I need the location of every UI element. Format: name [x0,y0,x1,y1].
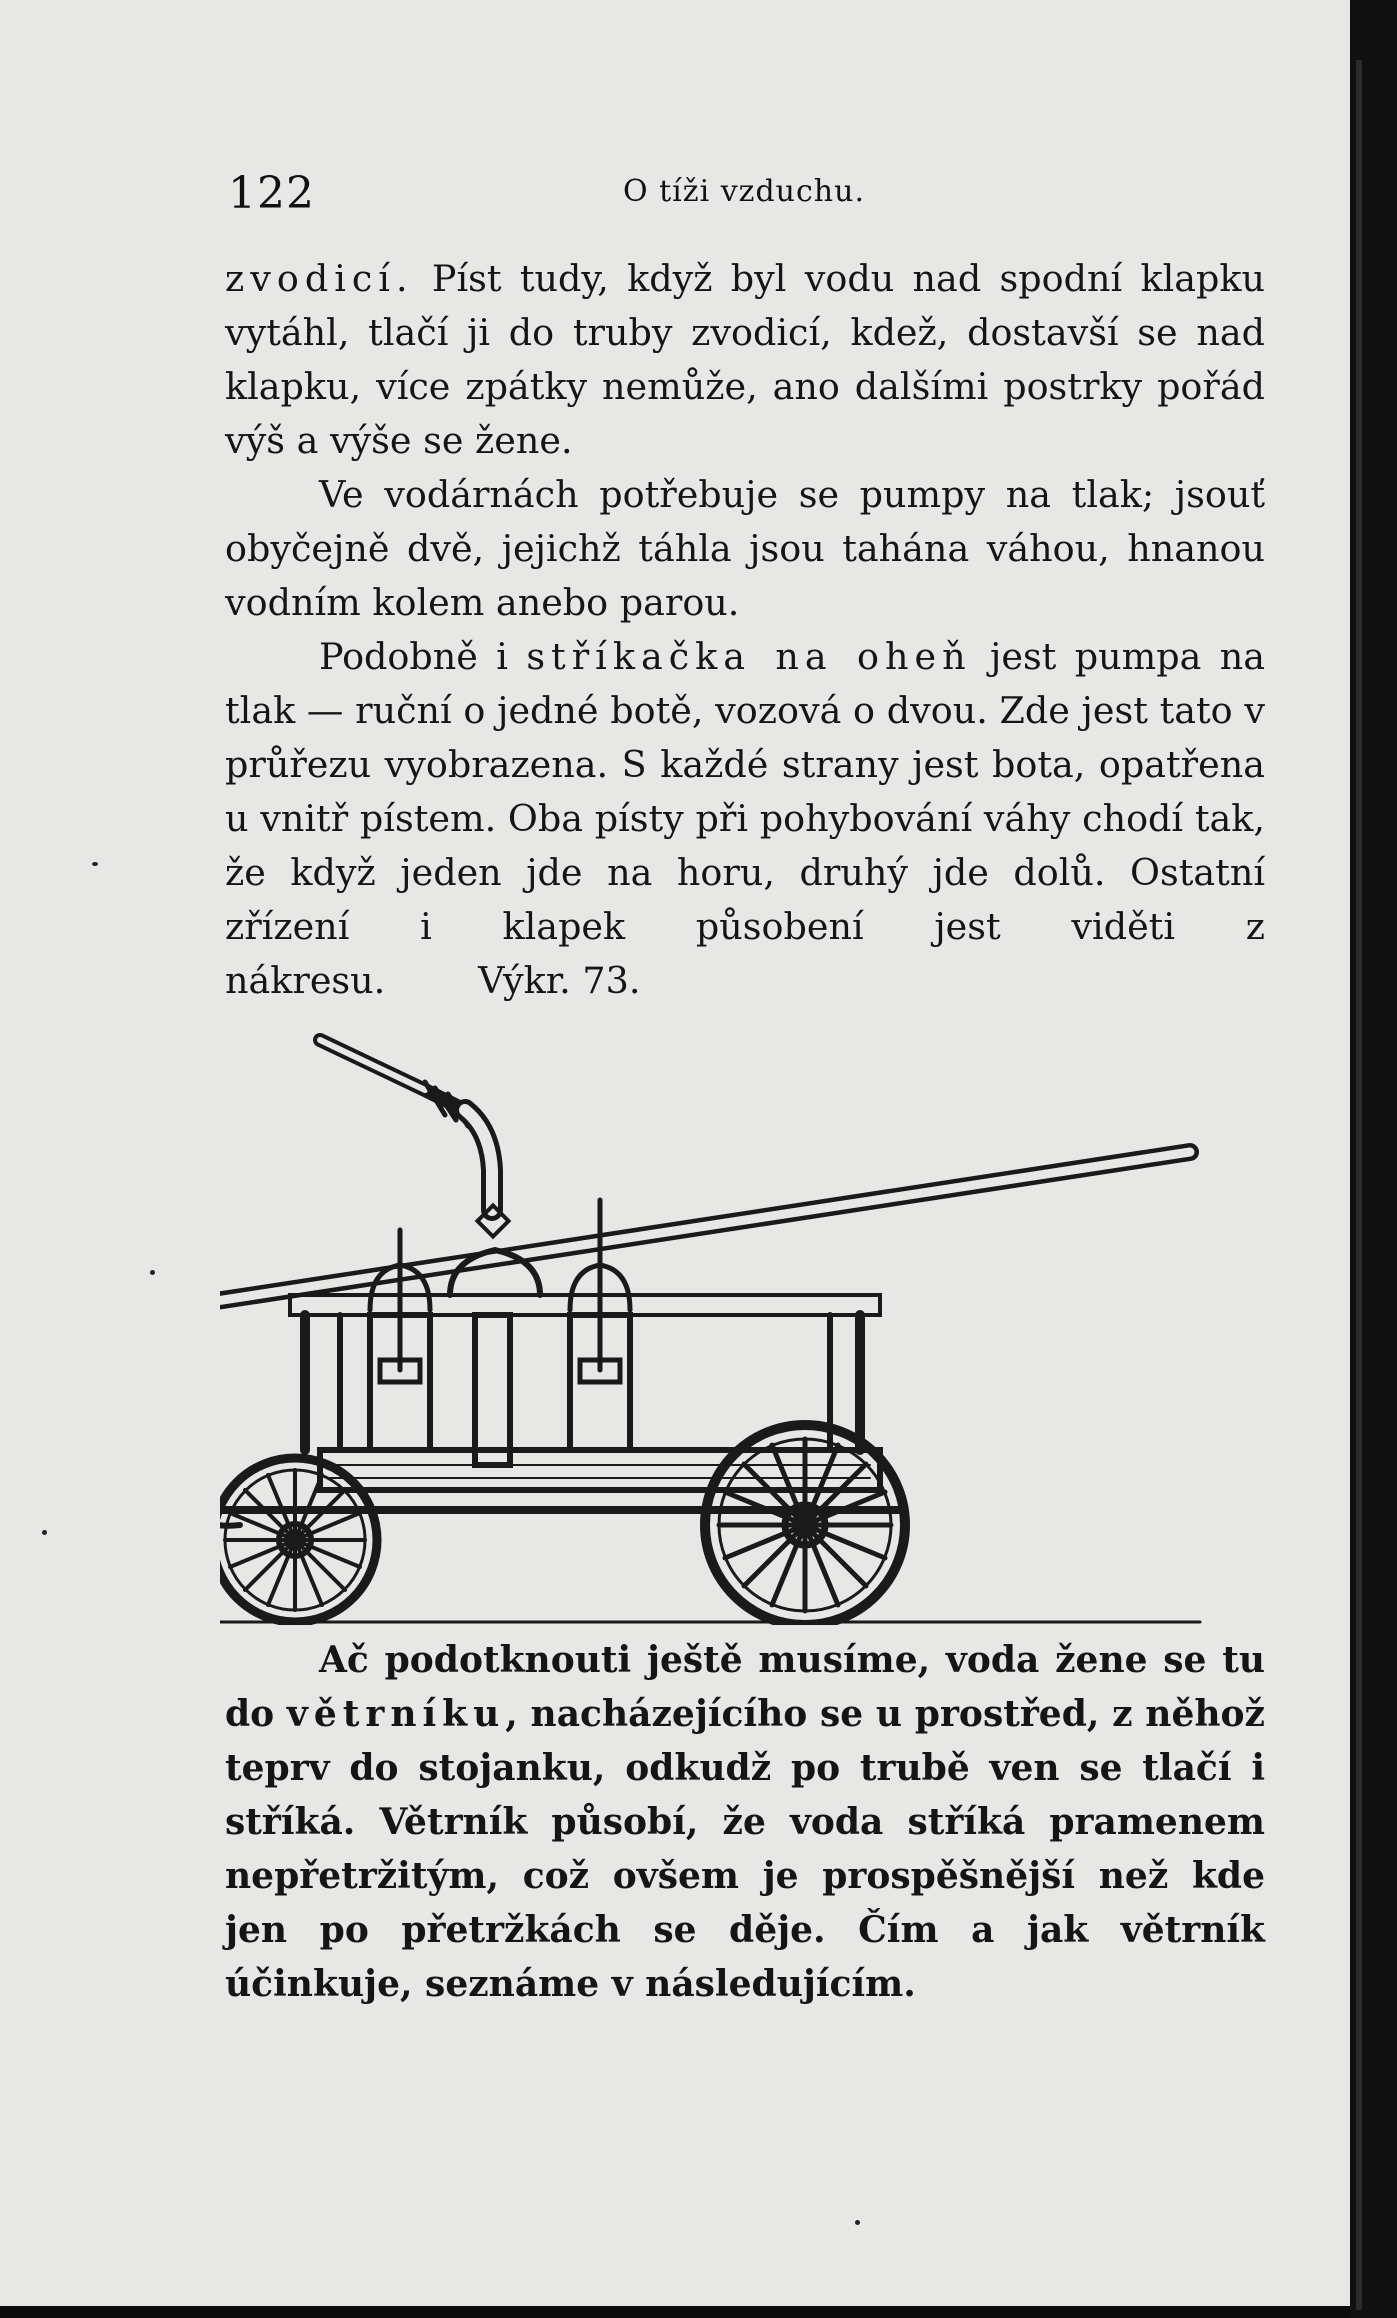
paragraph-text: Podobně i [319,635,527,678]
front-wheel [220,1458,377,1622]
page-edge-shadow [1356,60,1362,2310]
paper-speck [150,1270,155,1275]
paragraph-air-vessel [225,1633,1265,2011]
page-header [228,160,1258,220]
paper-speck [855,2220,860,2225]
fire-engine-illustration [220,1010,1210,1625]
running-title: O tíži vzduchu. [623,174,865,209]
emphasized-term: stříkačka na oheň [526,635,972,678]
bottom-text-block [225,1633,1265,2011]
emphasized-word: zvodicí. [225,257,414,300]
top-text-block [225,252,1265,1008]
paper-speck [92,862,98,866]
rear-wheel [705,1425,905,1625]
water-tank [320,1450,880,1490]
fire-engine-drawing [220,1010,1210,1625]
paragraph-text: , nacházejícího se u prostřed, z něhož teprv do stojanku, odkudž po trubě ven se tlačí i stříká. Větrník působí, že voda stříká pramenem nepřetržitým, což ovšem je prospěšnější než kde jen po přetržkách se děje. Čím a jak větrník účinkuje, seznáme v následujícím. [225,1693,1265,2005]
paragraph-continuation [225,252,1265,468]
emphasized-term: větrníku [286,1693,506,1735]
paragraph-text: Píst tudy, když byl vodu nad spodní klapku vytáhl, tlačí ji do truby zvodicí, kdež, dostavší se nad klapku, více zpátky nemůže, ano dalšími postrky pořád výš a výše se žene. [225,257,1265,462]
paper-speck [42,1530,47,1535]
paragraph-waterworks: Ve vodárnách potřebuje se pumpy na tlak; jsouť obyčejně dvě, jejichž táhla jsou tahána váhou, hnanou vodním kolem anebo parou. [225,473,1265,624]
page-number: 122 [228,168,315,219]
paragraph-fire-engine [225,630,1265,1008]
figure-reference: Výkr. 73. [478,959,641,1002]
paragraph-text: Ač podotknouti ještě musíme, voda žene se tu do [225,1639,1265,1735]
paragraph-text: jest pumpa na tlak — ruční o jedné botě, vozová o dvou. Zde jest tato v průřezu vyobrazena. S každé strany jest bota, opatřena u vnitř pístem. Oba písty při pohybování váhy chodí tak, že když jeden jde na horu, druhý jde dolů. Ostatní zřízení i klapek působení jest viděti z nákresu. [225,635,1265,1002]
